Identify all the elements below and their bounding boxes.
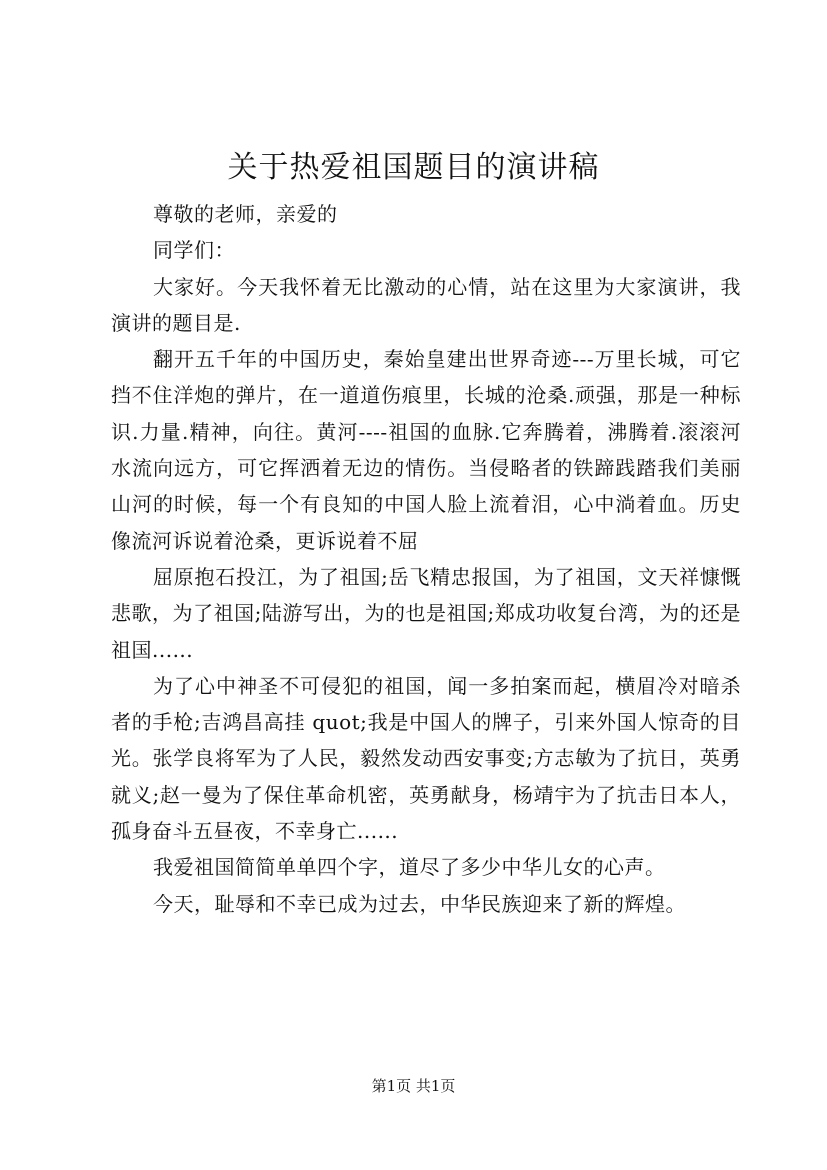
document-title: 关于热爱祖国题目的演讲稿	[227, 150, 600, 185]
paragraph-patriots-modern: 为了心中神圣不可侵犯的祖国，闻一多拍案而起，横眉冷对暗杀者的手枪;吉鸿昌高挂 quot;我是中国人的牌子，引来外国人惊奇的目光。张学良将军为了人民，毅然发动西安事变;方志敏为了抗日，英勇就义;赵一曼为了保住革命机密，英勇献身，杨靖宇为了抗击日本人，孤身奋斗五昼夜，不幸身亡......	[111, 673, 741, 844]
paragraph-salutation: 尊敬的老师，亲爱的	[153, 202, 338, 226]
paragraph-patriots-ancient: 屈原抱石投江，为了祖国;岳飞精忠报国，为了祖国，文天祥慷慨悲歌，为了祖国;陆游写出，为的也是祖国;郑成功收复台湾，为的还是祖国......	[111, 564, 741, 662]
paragraph-history: 翻开五千年的中国历史，秦始皇建出世界奇迹---万里长城，可它挡不住洋炮的弹片，在一道道伤痕里，长城的沧桑.顽强，那是一种标识.力量.精神，向往。黄河----祖国的血脉.它奔腾着，沸腾着.滚滚河水流向远方，可它挥洒着无边的情伤。当侵略者的铁蹄践踏我们美丽山河的时候，每一个有良知的中国人脸上流着泪，心中淌着血。历史像流河诉说着沧桑，更诉说着不屈	[111, 347, 741, 553]
page-footer: 第1页 共1页	[371, 1077, 456, 1095]
paragraph-today: 今天，耻辱和不幸已成为过去，中华民族迎来了新的辉煌。	[153, 891, 686, 916]
paragraph-intro: 大家好。今天我怀着无比激动的心情，站在这里为大家演讲，我演讲的题目是.	[111, 274, 741, 335]
document-body	[111, 196, 741, 922]
paragraph-love-country: 我爱祖国简简单单四个字，道尽了多少中华儿女的心声。	[153, 855, 666, 880]
paragraph-salutation-2: 同学们：	[153, 238, 235, 263]
